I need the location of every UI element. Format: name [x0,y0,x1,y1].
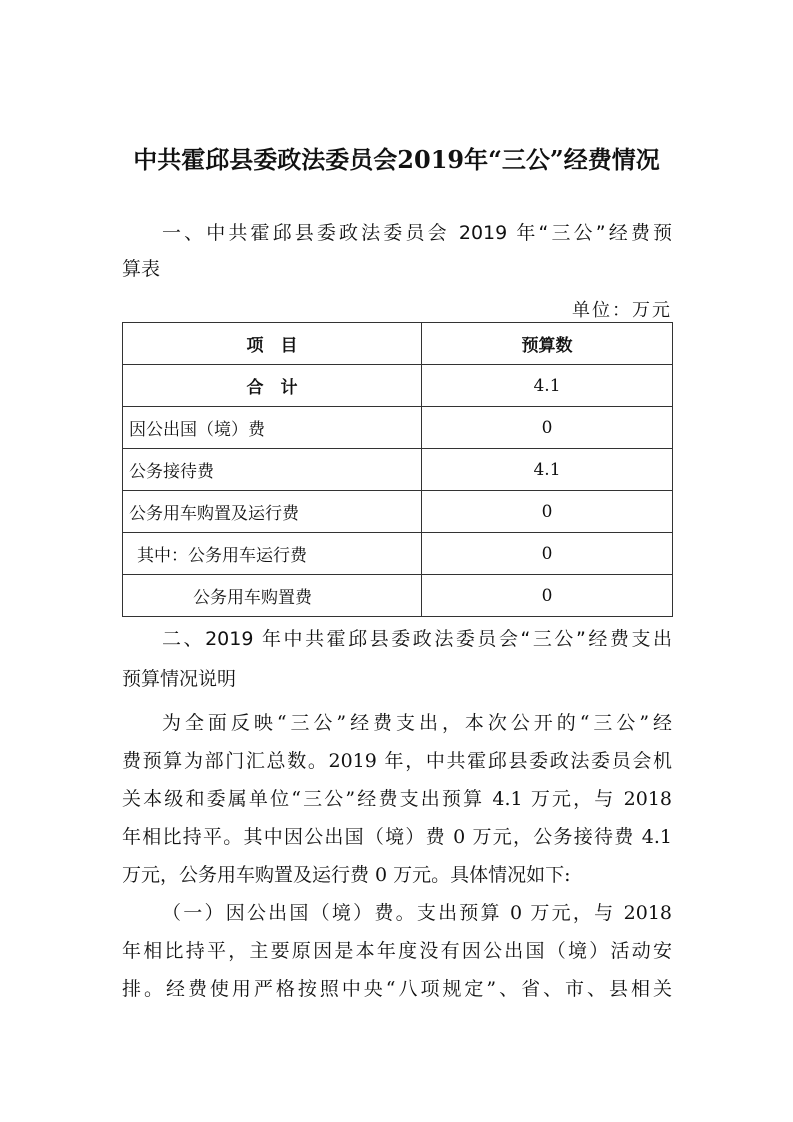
row-item: 公务用车购置及运行费 [123,491,422,533]
unit-label: 单位：万元 [572,300,672,321]
paragraph-line: 排。经费使用严格按照中央“八项规定”、省、市、县相关 [122,978,672,1000]
document-title: 中共霍邱县委政法委员会2019年“三公”经费情况 [133,145,660,174]
row-value: 0 [422,575,673,617]
row-item: 其中：公务用车运行费 [123,533,422,575]
table-row [123,533,673,575]
table-row [123,365,673,407]
table-row [123,491,673,533]
budget-table [122,322,673,617]
paragraph-line: 为全面反映“三公”经费支出，本次公开的“三公”经 [162,712,672,734]
header-budget: 预算数 [422,323,673,365]
header-item: 项 目 [123,323,422,365]
paragraph-line: 费预算为部门汇总数。2019 年，中共霍邱县委政法委员会机 [122,750,672,772]
section2-heading-line1: 二、2019 年中共霍邱县委政法委员会“三公”经费支出 [162,628,672,650]
row-value: 0 [422,491,673,533]
section2-heading-line2: 预算情况说明 [122,668,237,690]
row-item: 公务接待费 [123,449,422,491]
row-value: 4.1 [422,449,673,491]
paragraph-line: 关本级和委属单位“三公”经费支出预算 4.1 万元，与 2018 [122,788,672,810]
row-item: 合 计 [123,365,422,407]
table-row [123,449,673,491]
table-row [123,407,673,449]
paragraph-line: 万元，公务用车购置及运行费 0 万元。具体情况如下: [122,864,571,886]
section1-heading-line2: 算表 [122,258,161,280]
row-item: 公务用车购置费 [123,575,422,617]
row-value: 0 [422,533,673,575]
table-row [123,575,673,617]
table-header-row [123,323,673,365]
paragraph-line: 年相比持平，主要原因是本年度没有因公出国（境）活动安 [122,940,672,962]
row-item: 因公出国（境）费 [123,407,422,449]
section1-heading-line1: 一、中共霍邱县委政法委员会 2019 年“三公”经费预 [162,222,672,244]
row-value: 0 [422,407,673,449]
paragraph-line: （一）因公出国（境）费。支出预算 0 万元，与 2018 [162,902,672,924]
paragraph-line: 年相比持平。其中因公出国（境）费 0 万元，公务接待费 4.1 [122,826,672,848]
row-value: 4.1 [422,365,673,407]
